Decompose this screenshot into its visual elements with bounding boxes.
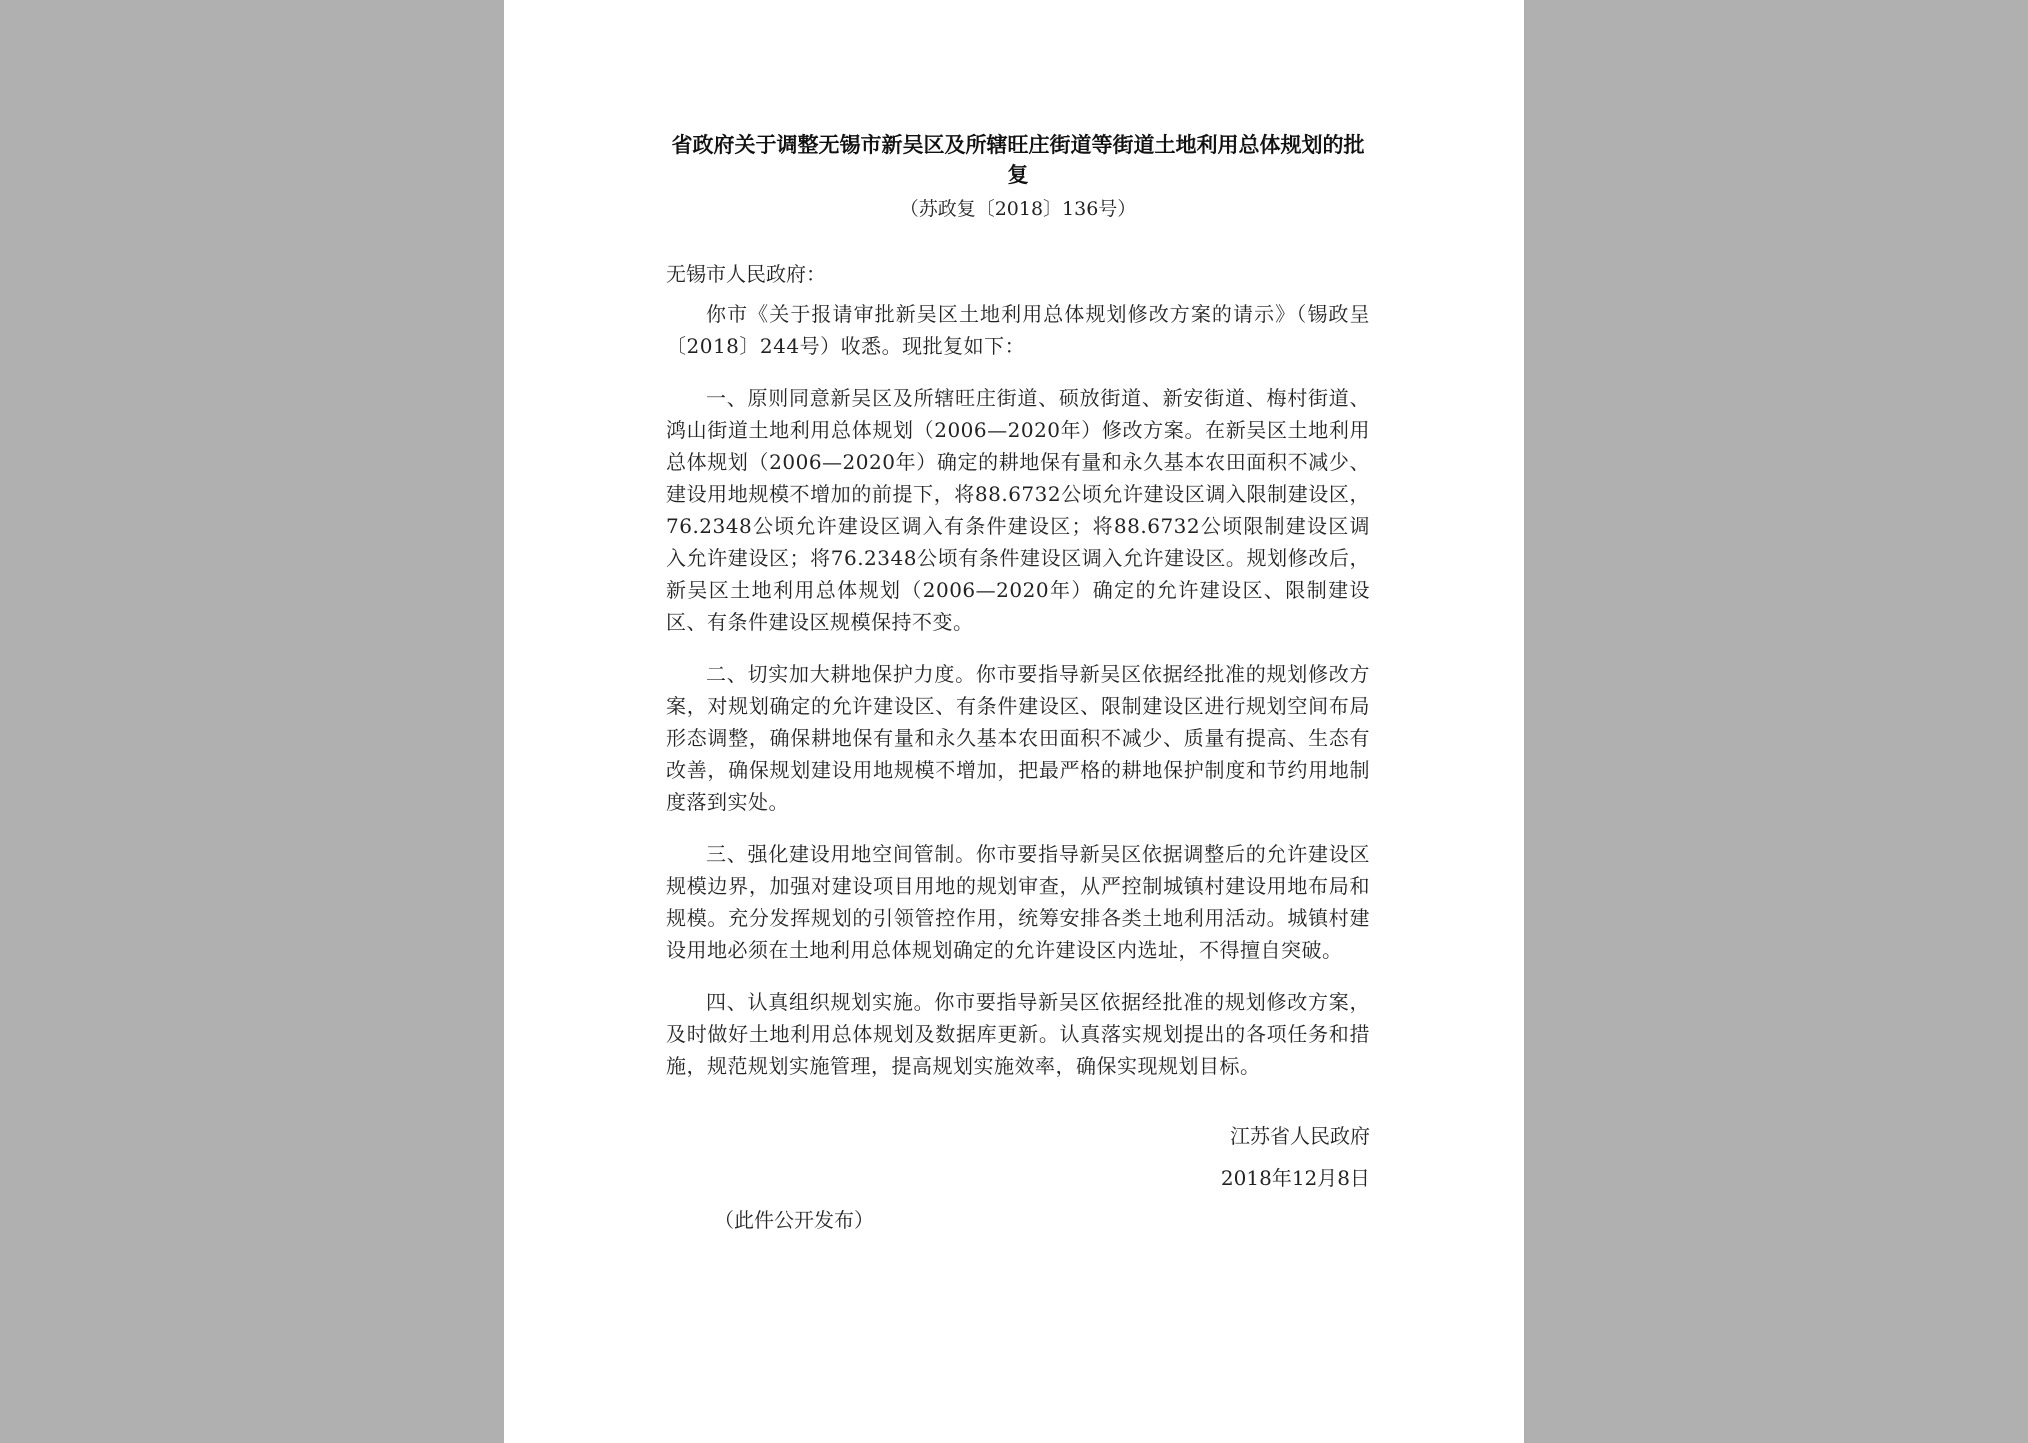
document-number: （苏政复〔2018〕136号） [899,198,1137,220]
paragraph-one: 一、原则同意新吴区及所辖旺庄街道、硕放街道、新安街道、梅村街道、鸿山街道土地利用总体规划（2006—2020年）修改方案。在新吴区土地利用总体规划（2006—2020年）确定的耕地保有量和永久基本农田面积不减少、建设用地规模不增加的前提下，将88.6732公顷允许建设区调入限制建设区，76.2348公顷允许建设区调入有条件建设区；将88.6732公顷限制建设区调入允许建设区；将76.2348公顷有条件建设区调入允许建设区。规划修改后，新吴区土地利用总体规划（2006—2020年）确定的允许建设区、限制建设区、有条件建设区规模保持不变。 [666,386,1370,634]
addressee: 无锡市人民政府： [666,262,826,286]
issue-date: 2018年12月8日 [1220,1166,1370,1190]
document-content [666,130,1370,1236]
paragraph-two: 二、切实加大耕地保护力度。你市要指导新吴区依据经批准的规划修改方案，对规划确定的允许建设区、有条件建设区、限制建设区进行规划空间布局形态调整，确保耕地保有量和永久基本农田面积不减少、质量有提高、生态有改善，确保规划建设用地规模不增加，把最严格的耕地保护制度和节约用地制度落到实处。 [666,662,1370,814]
publication-note: （此件公开发布） [714,1208,874,1232]
document-page [504,0,1524,1443]
issuer-signature: 江苏省人民政府 [1230,1124,1370,1148]
document-title: 省政府关于调整无锡市新吴区及所辖旺庄街道等街道土地利用总体规划的批复 [671,133,1365,187]
paragraph-intro: 你市《关于报请审批新吴区土地利用总体规划修改方案的请示》（锡政呈〔2018〕244号）收悉。现批复如下： [666,302,1370,358]
paragraph-four: 四、认真组织规划实施。你市要指导新吴区依据经批准的规划修改方案，及时做好土地利用总体规划及数据库更新。认真落实规划提出的各项任务和措施，规范规划实施管理，提高规划实施效率，确保实现规划目标。 [666,990,1370,1078]
paragraph-three: 三、强化建设用地空间管制。你市要指导新吴区依据调整后的允许建设区规模边界，加强对建设项目用地的规划审查，从严控制城镇村建设用地布局和规模。充分发挥规划的引领管控作用，统筹安排各类土地利用活动。城镇村建设用地必须在土地利用总体规划确定的允许建设区内选址，不得擅自突破。 [666,842,1370,962]
